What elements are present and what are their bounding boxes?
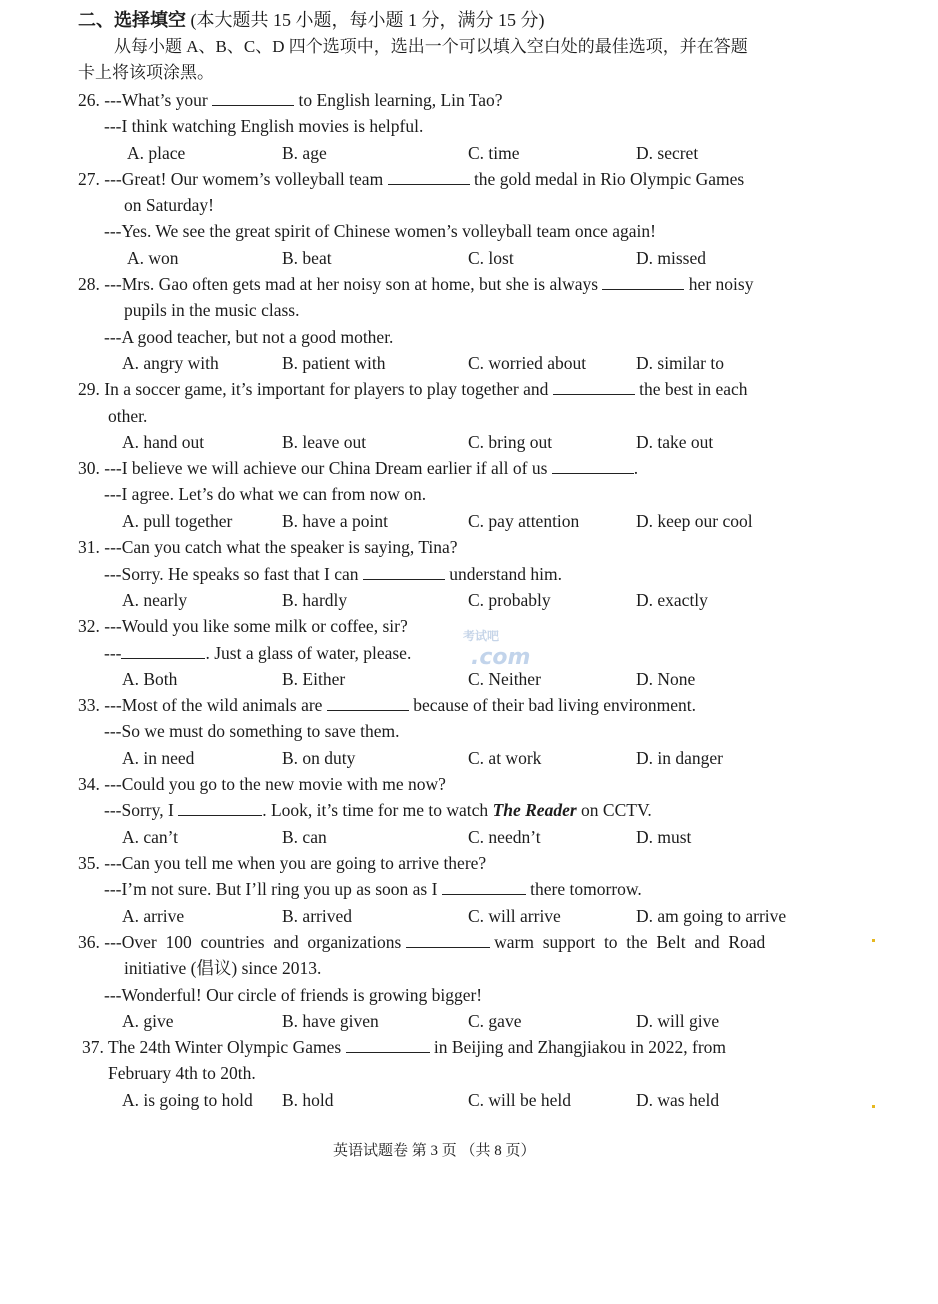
question-27-stem: 27. ---Great! Our womem’s volleyball team the gold medal in Rio Olympic Games: [78, 169, 745, 189]
option-a[interactable]: A. won: [127, 248, 179, 268]
option-a[interactable]: A. in need: [122, 748, 195, 768]
option-c[interactable]: C. probably: [468, 590, 551, 610]
question-33-response: ---So we must do something to save them.: [104, 721, 400, 741]
option-b[interactable]: B. arrived: [282, 906, 352, 926]
section-header: [78, 9, 545, 31]
option-b[interactable]: B. have a point: [282, 511, 388, 531]
question-28-stem-cont: pupils in the music class.: [124, 300, 300, 320]
question-37-stem: 37. The 24th Winter Olympic Games in Beijing and Zhangjiakou in 2022, from: [82, 1037, 727, 1057]
question-32-response: --- . Just a glass of water, please.: [104, 643, 412, 663]
question-31-response: ---Sorry. He speaks so fast that I can understand him.: [104, 564, 562, 584]
question-37-stem-cont: February 4th to 20th.: [108, 1063, 256, 1083]
answer-blank[interactable]: [553, 378, 635, 395]
option-c[interactable]: C. will be held: [468, 1090, 572, 1110]
question-29-stem: 29. In a soccer game, it’s important for players to play together and the best in each: [78, 379, 748, 399]
option-c[interactable]: C. at work: [468, 748, 542, 768]
watermark-brand: 考试吧: [463, 629, 500, 643]
instruction-line-2: 卡上将该项涂黑。: [78, 63, 214, 82]
option-d[interactable]: D. secret: [636, 143, 699, 163]
option-d[interactable]: D. am going to arrive: [636, 906, 787, 926]
answer-blank[interactable]: [346, 1036, 430, 1053]
option-a[interactable]: A. pull together: [122, 511, 233, 531]
option-b[interactable]: B. on duty: [282, 748, 356, 768]
option-d[interactable]: D. similar to: [636, 353, 724, 373]
option-d[interactable]: D. in danger: [636, 748, 723, 768]
option-c[interactable]: C. Neither: [468, 669, 541, 689]
instruction-line-1: 从每小题 A、B、C、D 四个选项中，选出一个可以填入空白处的最佳选项，并在答题: [114, 37, 748, 56]
scan-mark: [872, 939, 875, 942]
question-30-stem: 30. ---I believe we will achieve our China Dream earlier if all of us .: [78, 458, 639, 478]
option-c[interactable]: C. worried about: [468, 353, 587, 373]
option-a[interactable]: A. nearly: [122, 590, 188, 610]
question-34-response: ---Sorry, I . Look, it’s time for me to watch The Reader on CCTV.: [104, 800, 652, 820]
section-subtitle: (本大题共 15 小题，每小题 1 分，满分 15 分): [190, 10, 545, 30]
section-title: 二、选择填空: [78, 10, 186, 30]
option-b[interactable]: B. hardly: [282, 590, 348, 610]
option-d[interactable]: D. will give: [636, 1011, 720, 1031]
option-d[interactable]: D. exactly: [636, 590, 708, 610]
answer-blank[interactable]: [363, 563, 445, 580]
scan-mark: [872, 1105, 875, 1108]
option-a[interactable]: A. angry with: [122, 353, 219, 373]
question-32-stem: 32. ---Would you like some milk or coffee, sir?: [78, 616, 408, 636]
option-d[interactable]: D. take out: [636, 432, 714, 452]
question-31-stem: 31. ---Can you catch what the speaker is saying, Tina?: [78, 537, 458, 557]
option-b[interactable]: B. beat: [282, 248, 332, 268]
question-35-stem: 35. ---Can you tell me when you are going to arrive there?: [78, 853, 487, 873]
question-35-response: ---I’m not sure. But I’ll ring you up as soon as I there tomorrow.: [104, 879, 642, 899]
option-c[interactable]: C. gave: [468, 1011, 522, 1031]
option-a[interactable]: A. place: [127, 143, 186, 163]
answer-blank[interactable]: [327, 694, 409, 711]
option-d[interactable]: D. keep our cool: [636, 511, 753, 531]
question-28-response: ---A good teacher, but not a good mother.: [104, 327, 394, 347]
question-33-stem: 33. ---Most of the wild animals are because of their bad living environment.: [78, 695, 697, 715]
answer-blank[interactable]: [406, 931, 490, 948]
answer-blank[interactable]: [388, 168, 470, 185]
option-c[interactable]: C. bring out: [468, 432, 553, 452]
answer-blank[interactable]: [442, 878, 526, 895]
question-36-stem-cont: initiative (倡议) since 2013.: [124, 958, 322, 978]
question-36-response: ---Wonderful! Our circle of friends is growing bigger!: [104, 985, 483, 1005]
question-29-stem-cont: other.: [108, 406, 148, 426]
option-c[interactable]: C. will arrive: [468, 906, 561, 926]
option-c[interactable]: C. time: [468, 143, 520, 163]
watermark-logo: [405, 629, 535, 673]
option-a[interactable]: A. is going to hold: [122, 1090, 253, 1110]
option-d[interactable]: D. missed: [636, 248, 706, 268]
option-c[interactable]: C. pay attention: [468, 511, 580, 531]
answer-blank[interactable]: [602, 273, 684, 290]
option-d[interactable]: D. was held: [636, 1090, 720, 1110]
option-d[interactable]: D. None: [636, 669, 696, 689]
option-b[interactable]: B. Either: [282, 669, 346, 689]
answer-blank[interactable]: [121, 642, 205, 659]
question-36-stem: 36. ---Over 100 countries and organizations warm support to the Belt and Road: [78, 932, 766, 952]
option-b[interactable]: B. leave out: [282, 432, 367, 452]
page-footer: 英语试题卷 第 3 页 （共 8 页）: [333, 1143, 536, 1159]
answer-blank[interactable]: [178, 799, 262, 816]
option-b[interactable]: B. patient with: [282, 353, 386, 373]
option-b[interactable]: B. can: [282, 827, 327, 847]
option-b[interactable]: B. age: [282, 143, 327, 163]
option-c[interactable]: C. needn’t: [468, 827, 541, 847]
option-a[interactable]: A. give: [122, 1011, 174, 1031]
option-b[interactable]: B. have given: [282, 1011, 379, 1031]
answer-blank[interactable]: [552, 457, 634, 474]
option-c[interactable]: C. lost: [468, 248, 514, 268]
question-27-response: ---Yes. We see the great spirit of Chinese women’s volleyball team once again!: [104, 221, 656, 241]
answer-blank[interactable]: [212, 89, 294, 106]
question-27-stem-cont: on Saturday!: [124, 195, 214, 215]
option-b[interactable]: B. hold: [282, 1090, 334, 1110]
option-d[interactable]: D. must: [636, 827, 692, 847]
question-26-stem: 26. ---What’s your to English learning, Lin Tao?: [78, 90, 503, 110]
question-30-response: ---I agree. Let’s do what we can from now on.: [104, 484, 427, 504]
option-a[interactable]: A. can’t: [122, 827, 179, 847]
movie-title: The Reader: [492, 800, 577, 820]
option-a[interactable]: A. arrive: [122, 906, 185, 926]
option-a[interactable]: A. hand out: [122, 432, 205, 452]
question-28-stem: 28. ---Mrs. Gao often gets mad at her noisy son at home, but she is always her noisy: [78, 274, 754, 294]
question-26-response: ---I think watching English movies is helpful.: [104, 116, 424, 136]
option-a[interactable]: A. Both: [122, 669, 178, 689]
question-34-stem: 34. ---Could you go to the new movie with me now?: [78, 774, 446, 794]
watermark-domain: .com: [471, 645, 531, 670]
